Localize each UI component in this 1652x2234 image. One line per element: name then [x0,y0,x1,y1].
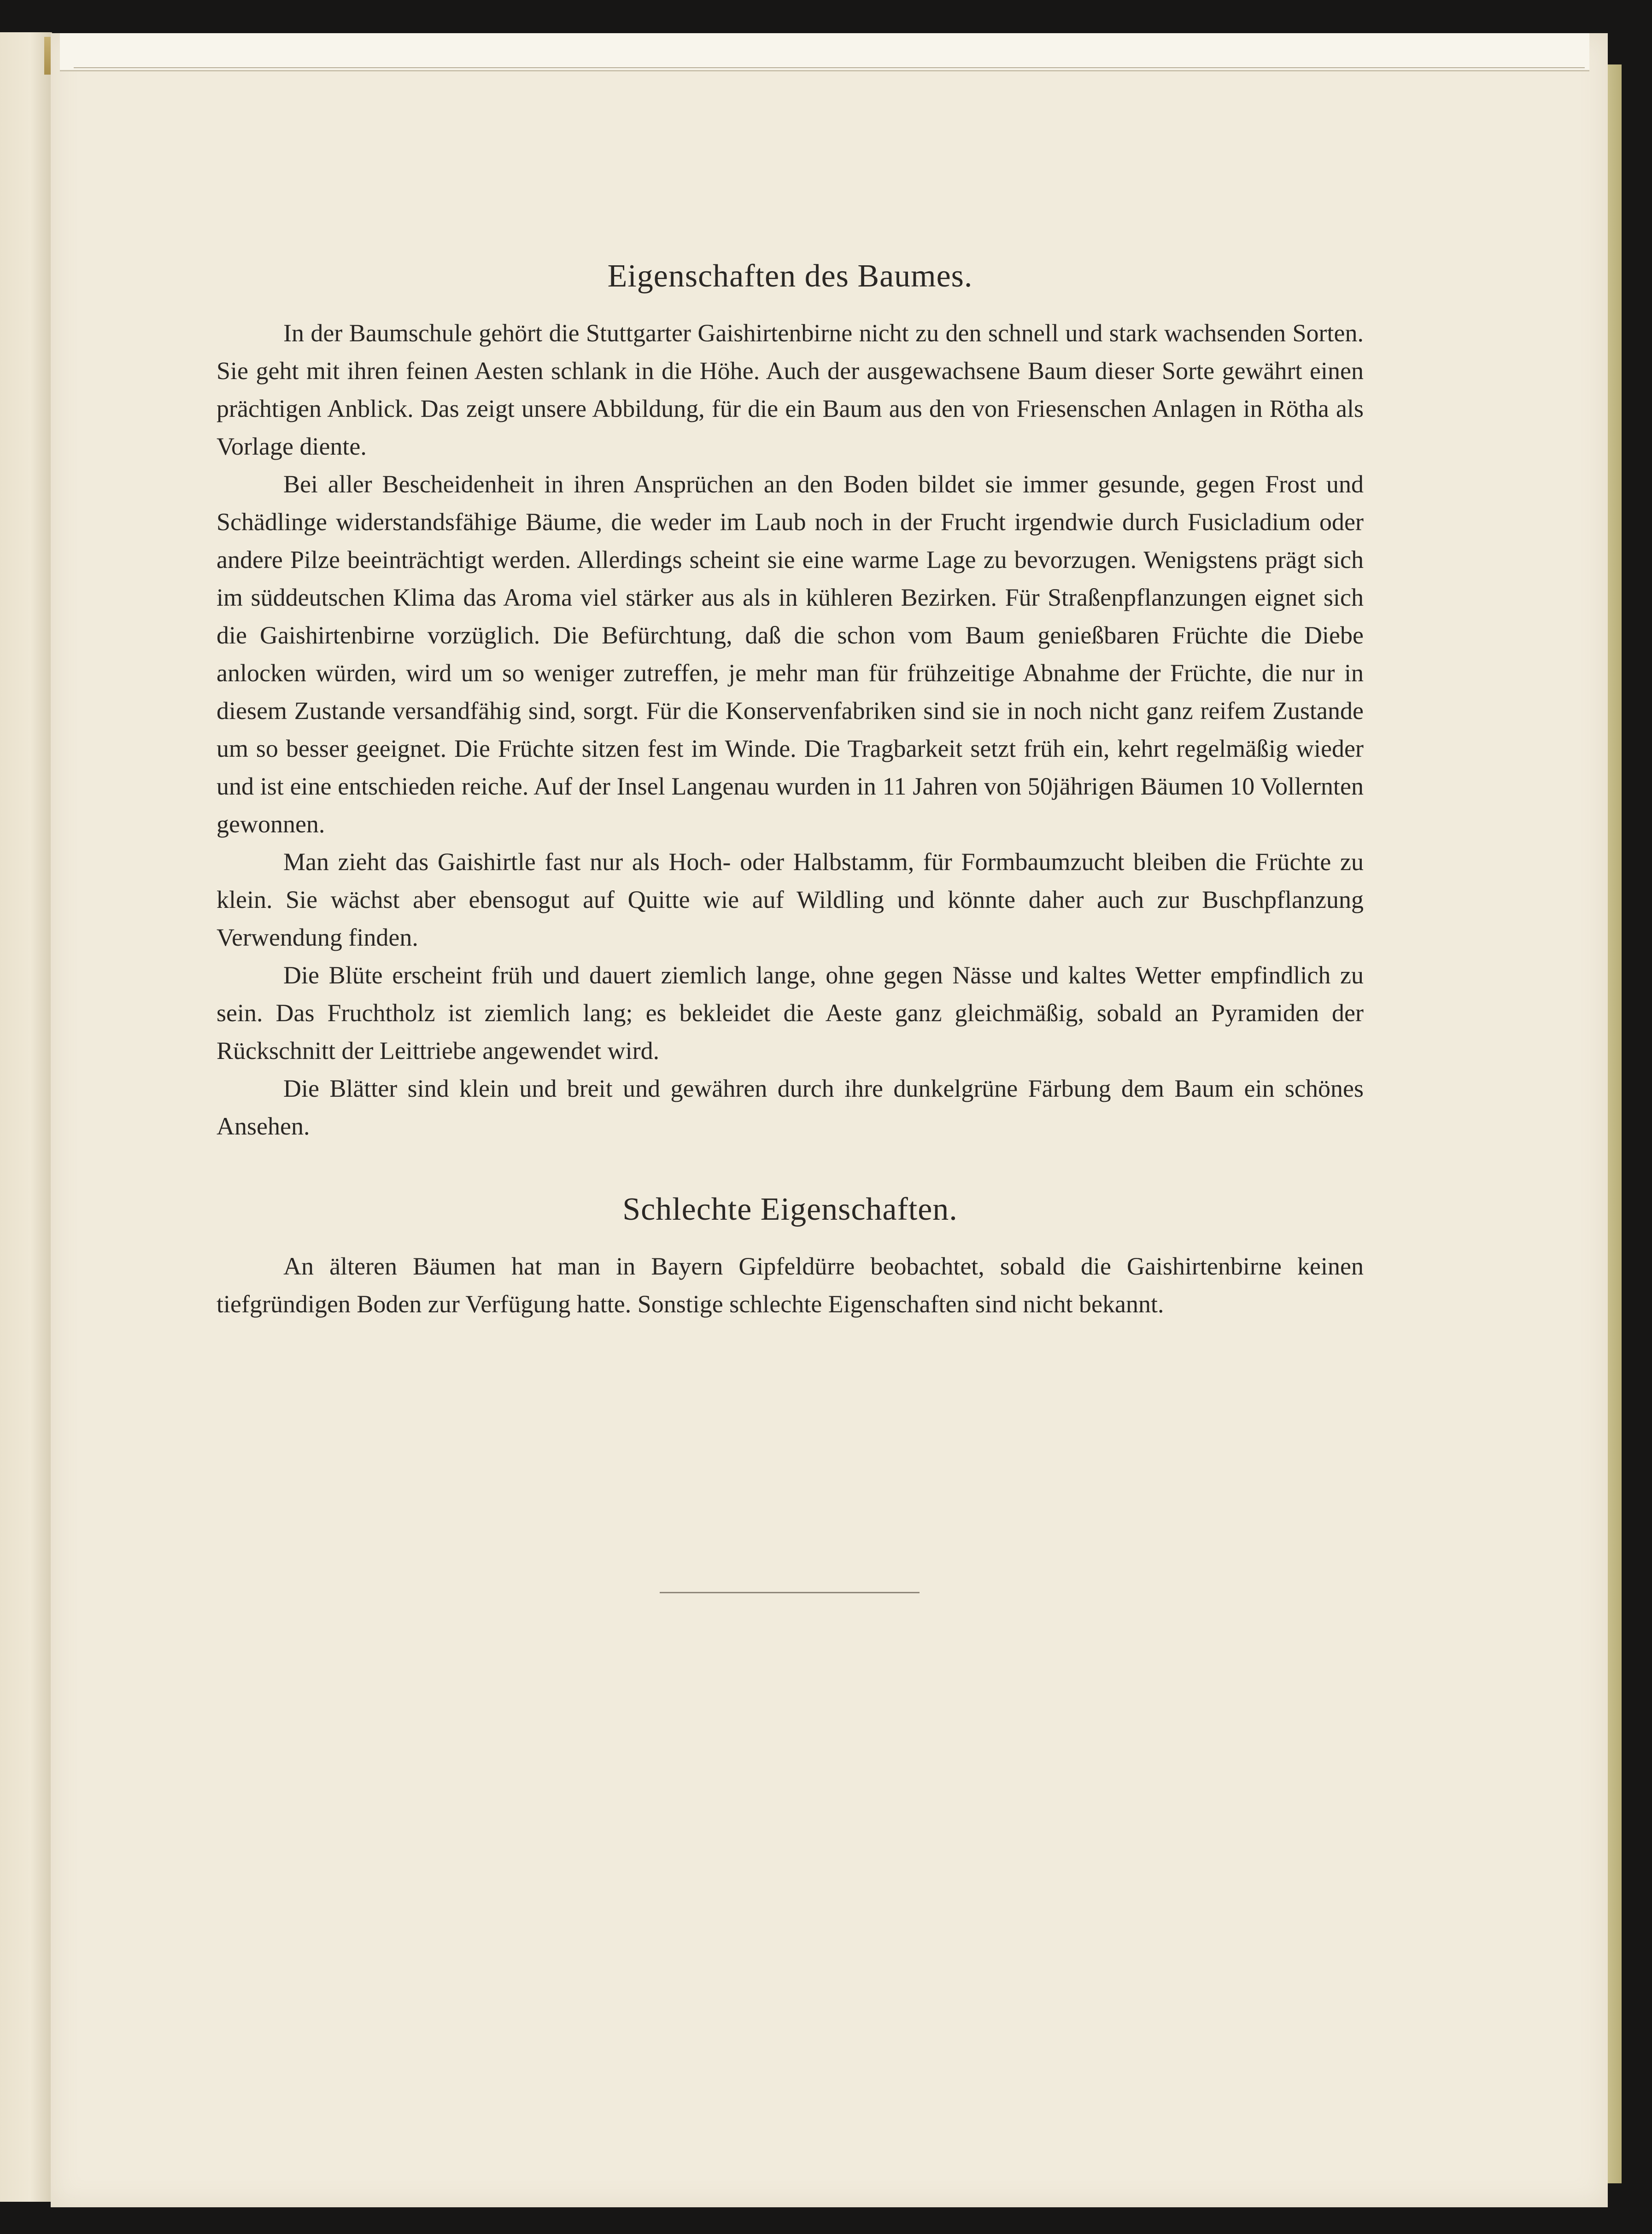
paragraph: Die Blüte erscheint früh und dauert ziemlich lange, ohne gegen Nässe und kaltes Wetter empfindlich zu sein. Das Fruchtholz ist ziemlich lang; es bekleidet die Aeste ganz gleichmäßig, sobald an Pyramiden der Rückschnitt der Leittriebe angewendet wird. [217,961,1364,1064]
page-top-rule [74,67,1585,68]
paragraph: Die Blätter sind klein und breit und gewähren durch ihre dunkelgrüne Färbung dem Baum ein schönes Ansehen. [217,1075,1364,1140]
section-heading-properties: Eigenschaften des Baumes. [607,258,973,294]
closing-divider-rule [660,1592,920,1593]
section-heading-bad-properties: Schlechte Eigenschaften. [622,1192,958,1227]
paragraph: Man zieht das Gaishirtle fast nur als Hoch- oder Halbstamm, für Formbaumzucht bleiben die Früchte zu klein. Sie wächst aber ebensogut auf Quitte wie auf Wildling und könnte daher auch zur Buschpflanzung Verwendung finden. [217,848,1364,951]
book-spine-edge [0,32,52,2202]
page-content [217,258,1364,1323]
paragraph: An älteren Bäumen hat man in Bayern Gipfeldürre beobachtet, sobald die Gaishirtenbirne keinen tiefgründigen Boden zur Verfügung hatte. Sonstige schlechte Eigenschaften sind nicht bekannt. [217,1252,1364,1318]
paragraph: In der Baumschule gehört die Stuttgarter Gaishirtenbirne nicht zu den schnell und stark wachsenden Sorten. Sie geht mit ihren feinen Aesten schlank in die Höhe. Auch der ausgewachsene Baum dieser Sorte gewährt einen prächtigen Anblick. Das zeigt unsere Abbildung, für die ein Baum aus den von Friesenschen Anlagen in Rötha als Vorlage diente. [217,319,1364,460]
page-top-margin [60,33,1589,71]
paragraph: Bei aller Bescheidenheit in ihren Ansprüchen an den Boden bildet sie immer gesunde, gegen Frost und Schädlinge widerstandsfähige Bäume, die weder im Laub noch in der Frucht irgendwie durch Fusicladium oder andere Pilze beeinträchtigt werden. Allerdings scheint sie eine warme Lage zu bevorzugen. Wenigstens prägt sich im süddeutschen Klima das Aroma viel stärker aus als in kühleren Bezirken. Für Straßenpflanzungen eignet sich die Gaishirtenbirne vorzüglich. Die Befürchtung, daß die schon vom Baum genießbaren Früchte die Diebe anlocken würden, wird um so weniger zutreffen, je mehr man für frühzeitige Abnahme der Früchte, die nur in diesem Zustande versandfähig sind, sorgt. Für die Konservenfabriken sind sie in noch nicht ganz reifem Zustande um so besser geeignet. Die Früchte sitzen fest im Winde. Die Tragbarkeit setzt früh ein, kehrt regelmäßig wieder und ist eine entschieden reiche. Auf der Insel Langenau wurden in 11 Jahren von 50jährigen Bäumen 10 Vollernten gewonnen. [217,470,1364,838]
